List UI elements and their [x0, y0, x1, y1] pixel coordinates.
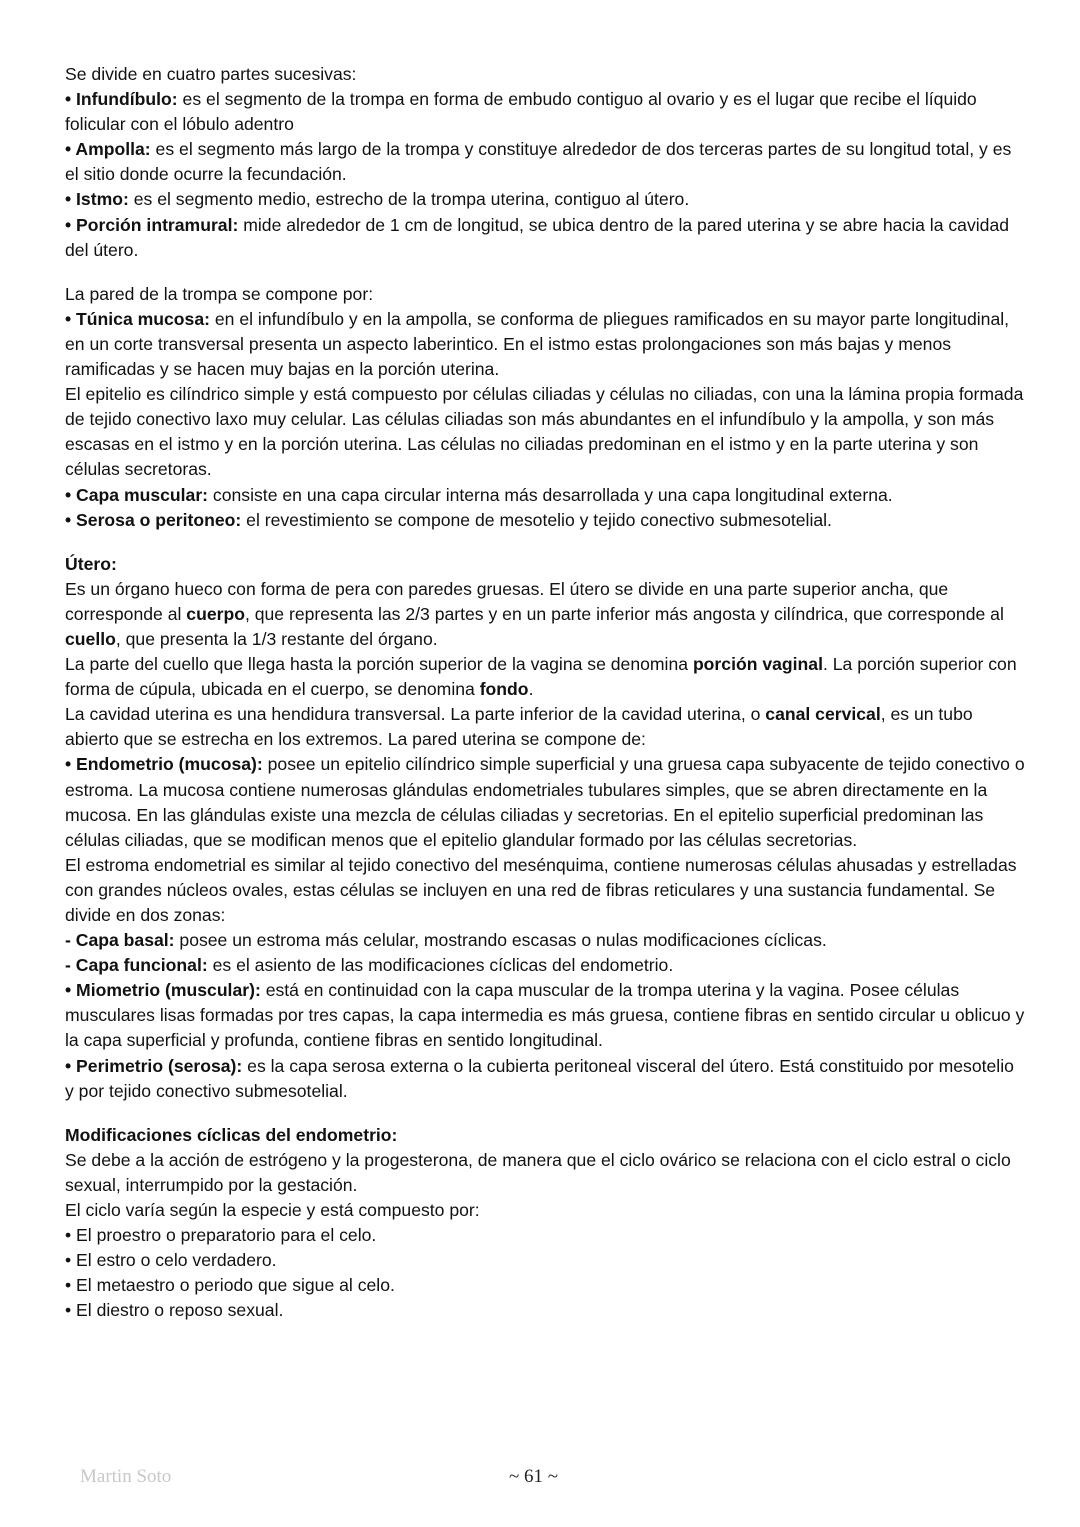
document-body: [65, 62, 1025, 1324]
ciclo-paragraph-2: El ciclo varía según la especie y está compuesto por:: [65, 1200, 480, 1221]
endometrio-item: • Endometrio (mucosa): posee un epitelio cilíndrico simple superficial y una gruesa capa subyacente de tejido conectivo o estroma. La mucosa contiene numerosas glándulas endometriales tubulares simples, que se abren directamente en la mucosa. En las glándulas existe una mezcla de células ciliadas y secretorias. En el epitelio superficial predominan las células ciliadas, que se modifican menos que el epitelio glandular formado por las células secretorias.: [65, 754, 1025, 850]
page-number: ~ 61 ~: [509, 1466, 559, 1487]
ciclo-paragraph-1: Se debe a la acción de estrógeno y la progesterona, de manera que el ciclo ovárico se relaciona con el ciclo estral o ciclo sexual, interrumpido por la gestación.: [65, 1149, 1011, 1195]
list-item: • El diestro o reposo sexual.: [65, 1300, 284, 1321]
list-item: • Istmo: es el segmento medio, estrecho de la trompa uterina, contiguo al útero.: [65, 189, 690, 210]
list-item: • El proestro o preparatorio para el celo.: [65, 1225, 377, 1246]
mucosa-item: • Túnica mucosa: en el infundíbulo y en la ampolla, se conforma de pliegues ramificados en su mayor parte longitudinal, en un corte transversal presenta un aspecto laberintico. En el istmo estas prolongaciones son más bajas y menos ramificadas y se hacen muy bajas en la porción uterina.: [65, 308, 1010, 380]
footer-author: Martin Soto: [80, 1466, 172, 1487]
perimetrio-item: • Perimetrio (serosa): es la capa serosa externa o la cubierta peritoneal visceral del útero. Está constituido por mesotelio y por tejido conectivo submesotelial.: [65, 1055, 1014, 1101]
utero-paragraph-1: Es un órgano hueco con forma de pera con paredes gruesas. El útero se divide en una parte superior ancha, que corresponde al cuerpo, que representa las 2/3 partes y en un parte inferior más angosta y cilíndrica, que corresponde al cuello, que presenta la 1/3 restante del órgano.: [65, 578, 1004, 649]
utero-paragraph-3: La cavidad uterina es una hendidura transversal. La parte inferior de la cavidad uterina, o canal cervical, es un tubo abierto que se estrecha en los extremos. La pared uterina se compone de:: [65, 704, 973, 750]
funcional-item: - Capa funcional: es el asiento de las modificaciones cíclicas del endometrio.: [65, 955, 674, 976]
muscular-item: • Capa muscular: consiste en una capa circular interna más desarrollada y una capa longitudinal externa.: [65, 484, 893, 505]
ciclo-heading: Modificaciones cíclicas del endometrio:: [65, 1124, 398, 1145]
trompa-intro: Se divide en cuatro partes sucesivas:: [65, 64, 357, 84]
list-item: • Infundíbulo: es el segmento de la trompa en forma de embudo contiguo al ovario y es el lugar que recibe el líquido folicular con el lóbulo adentro: [65, 89, 977, 135]
basal-item: - Capa basal: posee un estroma más celular, mostrando escasas o nulas modificaciones cíclicas.: [65, 930, 827, 951]
miometrio-item: • Miometrio (muscular): está en continuidad con la capa muscular de la trompa uterina y la vagina. Posee células musculares lisas formadas por tres capas, la capa intermedia es más gruesa, contiene fibras en sentido circular u oblicuo y la capa superficial y profunda, contiene fibras en sentido longitudinal.: [65, 980, 1025, 1051]
pared-intro: La pared de la trompa se compone por:: [65, 283, 374, 304]
utero-heading: Útero:: [65, 553, 117, 574]
epitelio-paragraph: El epitelio es cilíndrico simple y está compuesto por células ciliadas y células no ciliadas, con una la lámina propia formada de tejido conectivo laxo muy celular. Las células ciliadas son más abundantes en el infundíbulo y la ampolla, y son más escasas en el istmo y en la porción uterina. Las células no ciliadas predominan en el istmo y en la parte uterina y son células secretoras.: [65, 384, 1024, 480]
serosa-item: • Serosa o peritoneo: el revestimiento se compone de mesotelio y tejido conectivo submesotelial.: [65, 509, 832, 530]
utero-paragraph-2: La parte del cuello que llega hasta la porción superior de la vagina se denomina porción vaginal. La porción superior con forma de cúpula, ubicada en el cuerpo, se denomina fondo.: [65, 654, 1017, 700]
list-item: • Ampolla: es el segmento más largo de la trompa y constituye alrededor de dos terceras partes de su longitud total, y es el sitio donde ocurre la fecundación.: [65, 139, 1012, 185]
list-item: • El estro o celo verdadero.: [65, 1250, 277, 1271]
list-item: • El metaestro o periodo que sigue al celo.: [65, 1275, 395, 1296]
estroma-paragraph: El estroma endometrial es similar al tejido conectivo del mesénquima, contiene numerosas células ahusadas y estrelladas con grandes núcleos ovales, estas células se incluyen en una red de fibras reticulares y una sustancia fundamental. Se divide en dos zonas:: [65, 854, 1017, 925]
list-item: • Porción intramural: mide alrededor de 1 cm de longitud, se ubica dentro de la pared uterina y se abre hacia la cavidad del útero.: [65, 214, 1010, 260]
